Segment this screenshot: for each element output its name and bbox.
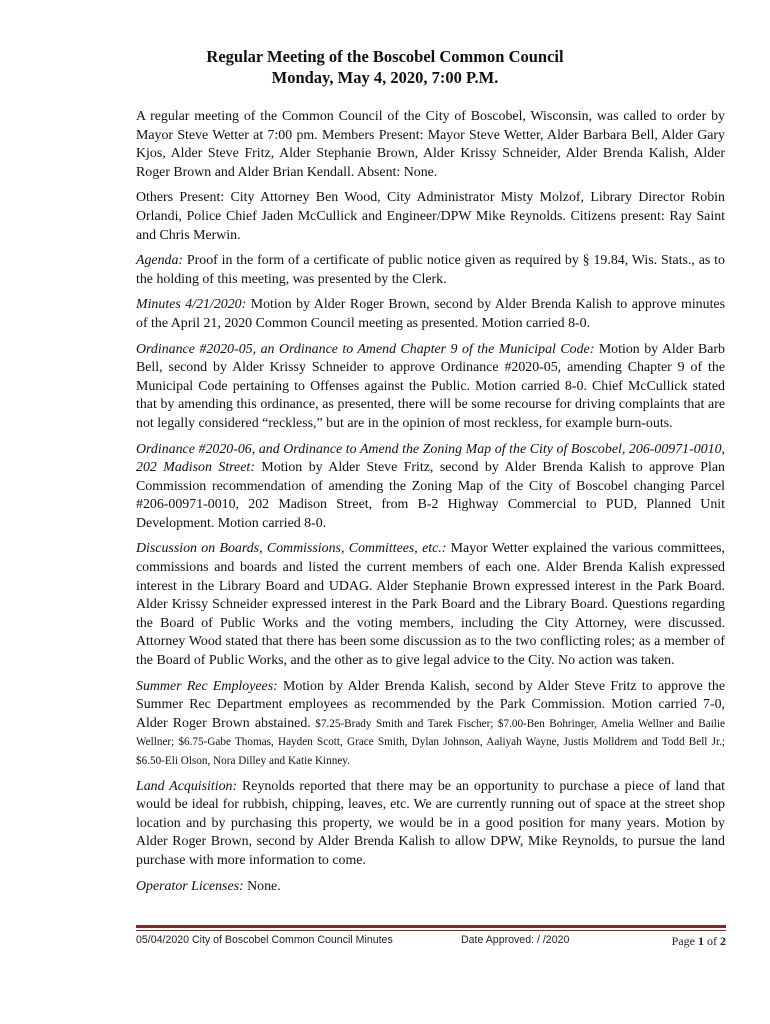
boards-paragraph (136, 540, 725, 670)
ordinance-05-paragraph (136, 341, 725, 434)
agenda-heading: Agenda: (136, 253, 184, 269)
page-word: Page (671, 934, 698, 948)
boards-text: Mayor Wetter explained the various committees, commissions and boards and listed the current members of each one. Alder Brenda Kalish expressed interest in the Library Board and UDAG. Alder Stephanie Brown expressed interest in the Park Board. Alder Krissy Schneider expressed interest in the Park Board and the Library Board. Questions regarding the Board of Public Works and the voting members, including the City Attorney, were discussed. Attorney Wood stated that there has been some discussion as to the two conflicting roles; as a member of the Board of Public Works, and the other as to give legal advice to the City. No action was taken. (136, 541, 725, 669)
minutes-text: Motion by Alder Roger Brown, second by Alder Brenda Kalish to approve minutes of the April 21, 2020 Common Council meeting as presented. Motion carried 8-0. (136, 297, 726, 331)
land-acquisition-heading: Land Acquisition: (136, 778, 238, 794)
land-acquisition-text: Reynolds reported that there may be an opportunity to purchase a piece of land that would be ideal for rubbish, chipping, leaves, etc. We are currently running out of space at the street shop location and by purchasing this property, we would be in a good position for many years. Motion by Alder Roger Brown, second by Alder Brenda Kalish to allow DPW, Mike Reynolds, to pursue the land purchase with more information to come. (136, 778, 725, 868)
title-line-1: Regular Meeting of the Boscobel Common Council (206, 47, 564, 66)
document-title (0, 46, 770, 88)
ordinance-06-paragraph (136, 441, 725, 534)
title-line-2: Monday, May 4, 2020, 7:00 P.M. (271, 68, 499, 87)
summer-rec-heading: Summer Rec Employees: (136, 678, 278, 694)
land-acquisition-paragraph (136, 778, 725, 871)
operator-licenses-paragraph (136, 878, 725, 897)
agenda-paragraph (136, 252, 725, 289)
others-present-paragraph: Others Present: City Attorney Ben Wood, City Administrator Misty Molzof, Library Director Robin Orlandi, Police Chief Jaden McCullick and Engineer/DPW Mike Reynolds. Citizens present: Ray Saint and Chris Merwin. (136, 190, 725, 243)
summer-rec-paragraph (136, 678, 725, 771)
page-total: 2 (720, 934, 726, 948)
page-footer (136, 934, 726, 950)
footer-rule-thin (136, 930, 726, 931)
intro-paragraph: A regular meeting of the Common Council of the City of Boscobel, Wisconsin, was called to order by Mayor Steve Wetter at 7:00 pm. Members Present: Mayor Steve Wetter, Alder Barbara Bell, Alder Gary Kjos, Alder Steve Fritz, Alder Stephanie Brown, Alder Krissy Schneider, Alder Brenda Kalish, Alder Roger Brown and Alder Brian Kendall. Absent: None. (136, 109, 725, 180)
footer-document-label: 05/04/2020 City of Boscobel Common Council Minutes (136, 934, 393, 946)
minutes-paragraph (136, 296, 725, 333)
operator-licenses-heading: Operator Licenses: (136, 878, 244, 894)
ordinance-06-text: Motion by Alder Steve Fritz, second by Alder Brenda Kalish to approve Plan Commission recommendation of amending the Zoning Map of the City of Boscobel changing Parcel #206-00971-0010, 202 Madison Street, from B-2 Highway Commercial to PUD, Planned Unit Development. Motion carried 8-0. (136, 460, 725, 531)
footer-rule-thick (136, 925, 726, 928)
footer-page-number (672, 934, 726, 949)
ordinance-05-heading: Ordinance #2020-05, an Ordinance to Amend Chapter 9 of the Municipal Code: (136, 341, 595, 357)
summer-rec-text: Motion by Alder Brenda Kalish, second by Alder Steve Fritz to approve the Summer Rec Department employees as recommended by the Park Commission. Motion carried 7-0, Alder Roger Brown abstained. (136, 678, 725, 731)
operator-licenses-text: None. (243, 878, 281, 894)
minutes-body (136, 108, 725, 903)
summer-rec-wage-list: $7.25-Brady Smith and Tarek Fischer; $7.00-Ben Bohringer, Amelia Wellner and Bailie Wellner; $6.75-Gabe Thomas, Hayden Scott, Grace Smith, Dylan Johnson, Aaliyah Wayne, Justis Molldrem and Todd Bell Jr.; $6.50-Eli Olson, Nora Dilley and Katie Kinney. (136, 717, 725, 767)
page-of: of (704, 934, 720, 948)
boards-heading: Discussion on Boards, Commissions, Committees, etc.: (136, 541, 447, 557)
page-current: 1 (698, 934, 704, 948)
footer-date-approved: Date Approved: / /2020 (461, 934, 570, 946)
agenda-text: Proof in the form of a certificate of public notice given as required by § 19.84, Wis. Stats., as to the holding of this meeting, was presented by the Clerk. (136, 253, 725, 287)
minutes-heading: Minutes 4/21/2020: (136, 297, 247, 313)
ordinance-06-heading: Ordinance #2020-06, and Ordinance to Amend the Zoning Map of the City of Boscobel, 206-00971-0010, 202 Madison Street: (136, 441, 725, 476)
ordinance-05-text: Motion by Alder Barb Bell, second by Alder Krissy Schneider to approve Ordinance #2020-05, amending Chapter 9 of the Municipal Code pertaining to Offenses against the Public. Motion carried 8-0. Chief McCullick stated that by amending this ordinance, as presented, there will be some recourse for driving complaints that are not legally considered “reckless,” but are in the opinion of most reckless, for example burn-outs. (136, 341, 725, 431)
